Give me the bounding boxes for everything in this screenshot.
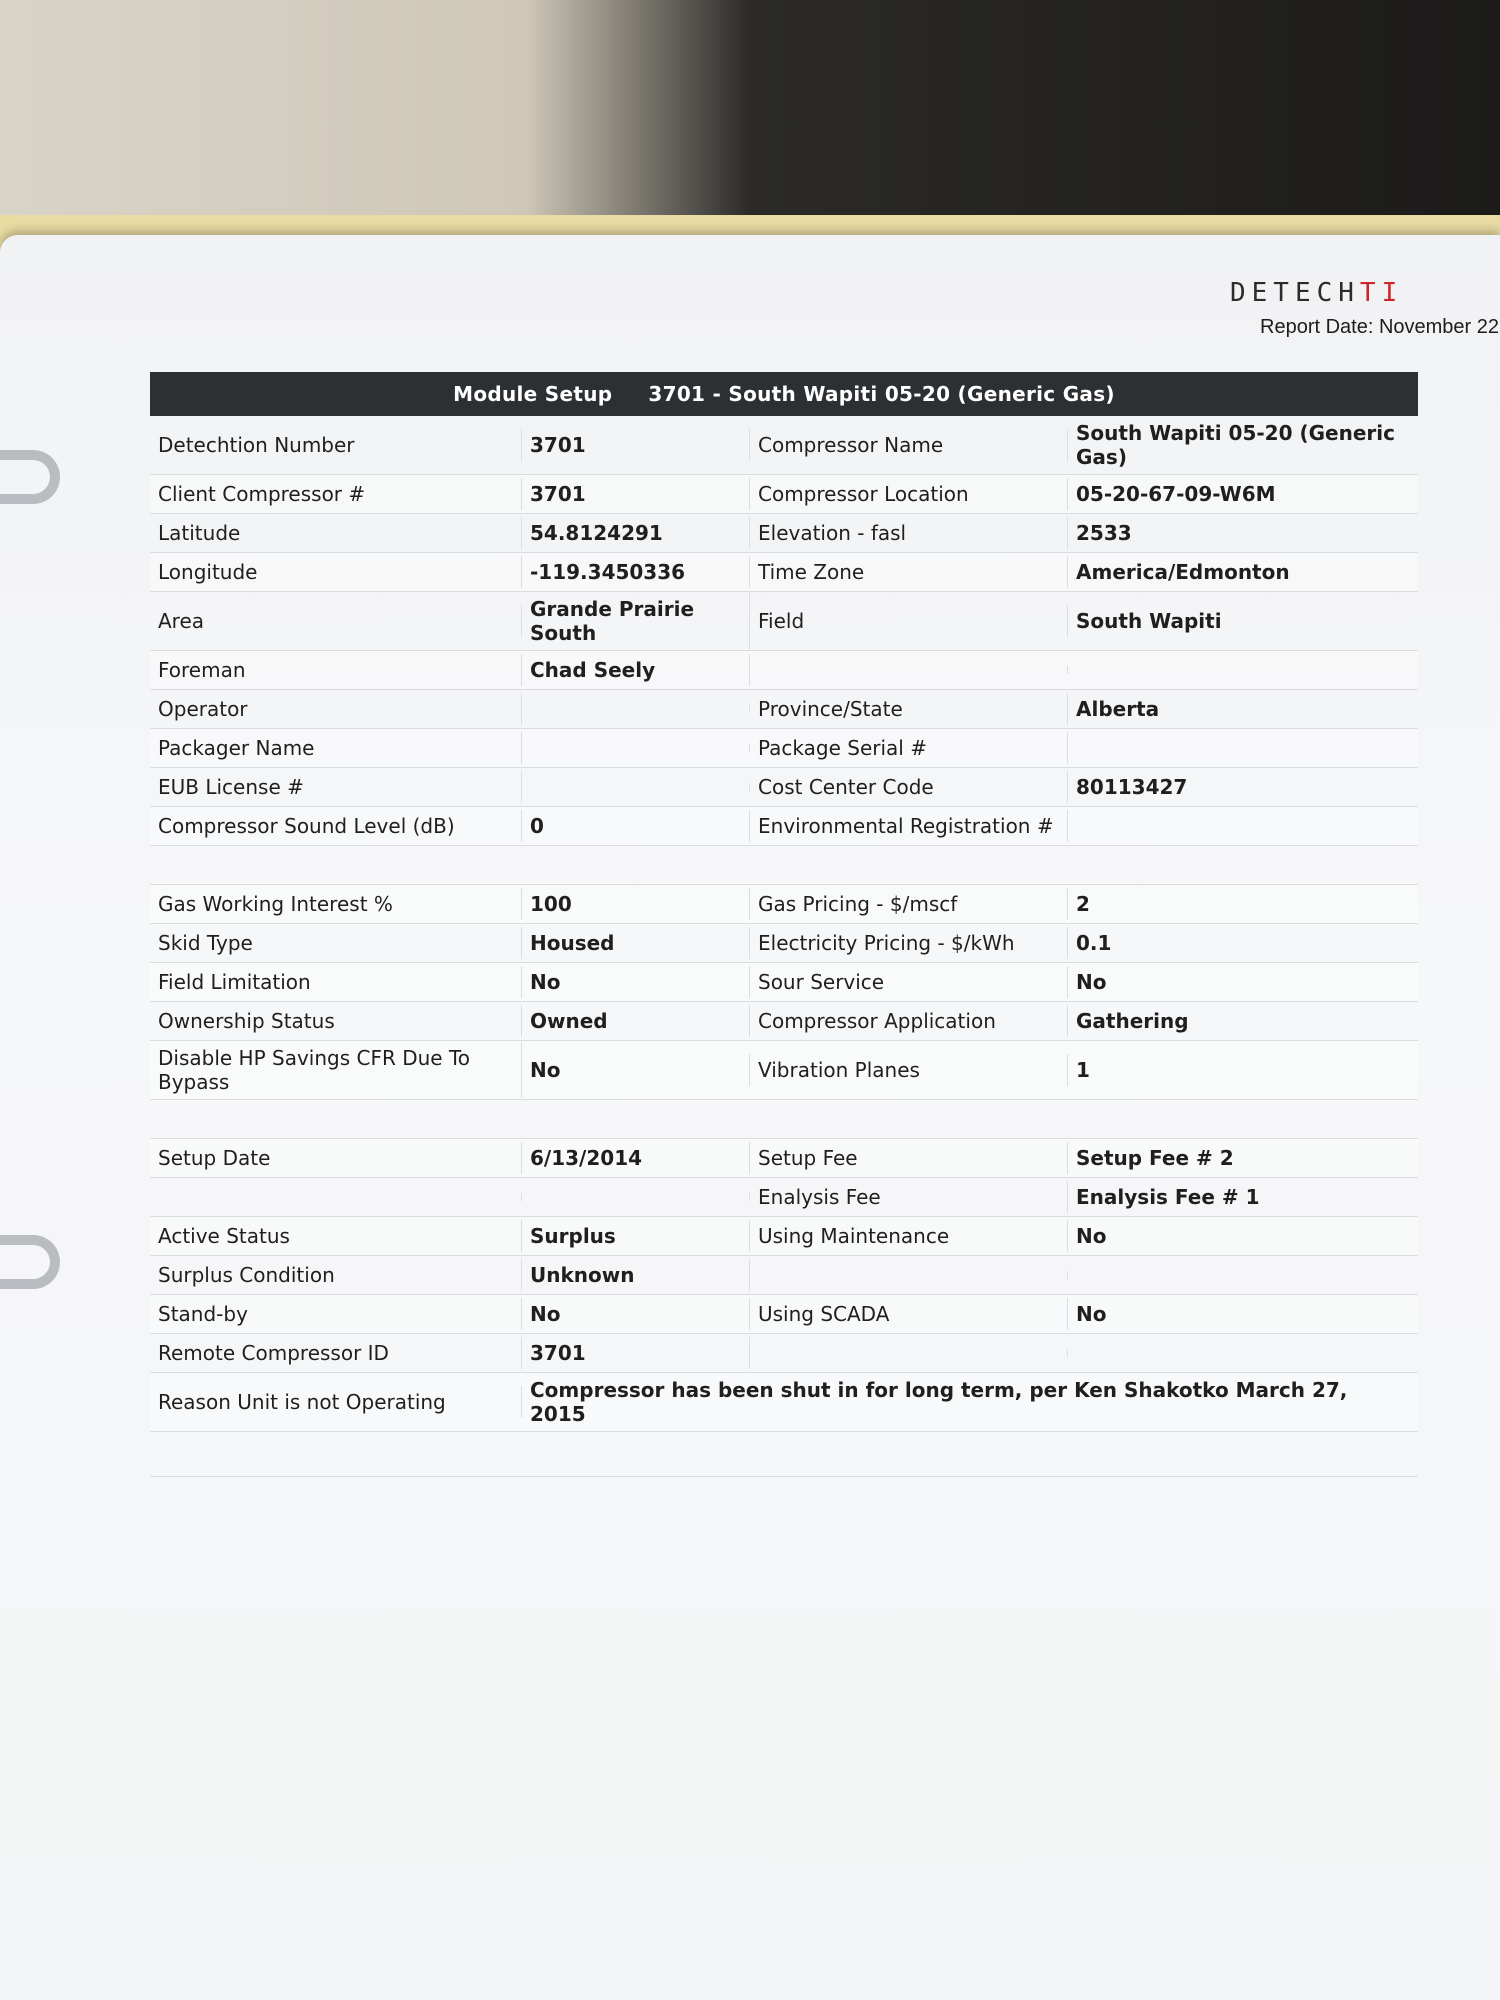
- field-label: Foreman: [150, 654, 522, 686]
- field-label: [750, 1349, 1068, 1357]
- field-label: [750, 1271, 1068, 1279]
- field-value: [1068, 1349, 1418, 1357]
- field-label: EUB License #: [150, 771, 522, 803]
- field-value: 05-20-67-09-W6M: [1076, 482, 1276, 506]
- field-label: Time Zone: [750, 556, 1068, 588]
- table-row: [150, 416, 1418, 475]
- field-label: Elevation - fasl: [750, 517, 1068, 549]
- field-value: No: [1076, 1302, 1107, 1326]
- field-value: -119.3450336: [522, 556, 750, 588]
- module-setup-table: [150, 372, 1418, 1477]
- field-value: Surplus: [522, 1220, 750, 1252]
- field-value: Grande Prairie South: [522, 593, 750, 649]
- field-label: Disable HP Savings CFR Due To Bypass: [150, 1042, 522, 1098]
- field-label: Cost Center Code: [750, 771, 1068, 803]
- field-label: Remote Compressor ID: [150, 1337, 522, 1369]
- field-label: Gas Pricing - $/mscf: [750, 888, 1068, 920]
- field-value: 100: [522, 888, 750, 920]
- field-label: Setup Fee: [750, 1142, 1068, 1174]
- background-scene: [0, 0, 1500, 260]
- table-row: [150, 1178, 1418, 1217]
- title-section: Module Setup: [453, 382, 613, 406]
- field-value: [522, 705, 750, 713]
- field-value: South Wapiti 05-20 (Generic Gas): [1076, 421, 1395, 469]
- field-label: Compressor Sound Level (dB): [150, 810, 522, 842]
- field-label: Area: [150, 605, 522, 637]
- field-label: Field: [750, 605, 1068, 637]
- table-row: [150, 592, 1418, 651]
- field-label: Compressor Location: [750, 478, 1068, 510]
- table-row: [150, 924, 1418, 963]
- field-value: 3701: [522, 1337, 750, 1369]
- field-label: Compressor Name: [750, 429, 1068, 461]
- binder-ring-icon: [0, 1235, 60, 1289]
- field-label: Ownership Status: [150, 1005, 522, 1037]
- table-title: [150, 372, 1418, 416]
- field-label: Reason Unit is not Operating: [150, 1386, 522, 1418]
- field-value: 0.1: [1076, 931, 1112, 955]
- field-label: Package Serial #: [750, 732, 1068, 764]
- field-label: [150, 1193, 522, 1201]
- table-row: [150, 1139, 1418, 1178]
- field-label: Province/State: [750, 693, 1068, 725]
- field-label: Compressor Application: [750, 1005, 1068, 1037]
- table-row: [150, 885, 1418, 924]
- table-row: [150, 963, 1418, 1002]
- field-value: America/Edmonton: [1076, 560, 1290, 584]
- table-row: [150, 1295, 1418, 1334]
- section-divider: [150, 846, 1418, 885]
- section-divider: [150, 1100, 1418, 1139]
- field-value: No: [1076, 1224, 1107, 1248]
- company-logo: DETECHTI: [1230, 278, 1404, 308]
- field-value: Alberta: [1076, 697, 1160, 721]
- table-row: [150, 1002, 1418, 1041]
- field-label: Environmental Registration #: [750, 810, 1068, 842]
- field-label: Field Limitation: [150, 966, 522, 998]
- field-label: Latitude: [150, 517, 522, 549]
- field-value: 2: [1076, 892, 1090, 916]
- field-label: Active Status: [150, 1220, 522, 1252]
- field-value: 2533: [1076, 521, 1132, 545]
- field-label: Using SCADA: [750, 1298, 1068, 1330]
- field-value: No: [1076, 970, 1107, 994]
- field-label: Setup Date: [150, 1142, 522, 1174]
- field-label: Client Compressor #: [150, 478, 522, 510]
- field-value: [1068, 1271, 1418, 1279]
- field-label: Gas Working Interest %: [150, 888, 522, 920]
- field-value: [522, 744, 750, 752]
- table-row: [150, 729, 1418, 768]
- report-date: Report Date: November 22: [1260, 316, 1500, 338]
- field-value: 6/13/2014: [522, 1142, 750, 1174]
- field-value: [1068, 822, 1418, 830]
- table-row: [150, 651, 1418, 690]
- field-label: Operator: [150, 693, 522, 725]
- field-label: Electricity Pricing - $/kWh: [750, 927, 1068, 959]
- table-row: [150, 690, 1418, 729]
- field-value: [522, 1193, 750, 1201]
- field-value: No: [522, 1054, 750, 1086]
- table-row: [150, 475, 1418, 514]
- field-value: No: [522, 966, 750, 998]
- field-value: Enalysis Fee # 1: [1076, 1185, 1260, 1209]
- field-value: [1068, 744, 1418, 752]
- table-row: [150, 1217, 1418, 1256]
- field-value: [522, 783, 750, 791]
- table-row: [150, 807, 1418, 846]
- field-label: Vibration Planes: [750, 1054, 1068, 1086]
- field-label: [750, 666, 1068, 674]
- field-label: Detechtion Number: [150, 429, 522, 461]
- field-label: Stand-by: [150, 1298, 522, 1330]
- table-row: [150, 1256, 1418, 1295]
- field-label: Enalysis Fee: [750, 1181, 1068, 1213]
- field-value: 0: [522, 810, 750, 842]
- field-value: Chad Seely: [522, 654, 750, 686]
- table-row: [150, 514, 1418, 553]
- field-value: Owned: [522, 1005, 750, 1037]
- field-value: Gathering: [1076, 1009, 1189, 1033]
- table-row: [150, 1041, 1418, 1100]
- table-row: [150, 768, 1418, 807]
- field-label: Longitude: [150, 556, 522, 588]
- field-value: Unknown: [522, 1259, 750, 1291]
- field-label: Using Maintenance: [750, 1220, 1068, 1252]
- field-value: 3701: [522, 429, 750, 461]
- field-value: 3701: [522, 478, 750, 510]
- field-value: South Wapiti: [1076, 609, 1222, 633]
- field-label: Skid Type: [150, 927, 522, 959]
- field-value: [1068, 666, 1418, 674]
- field-label: Packager Name: [150, 732, 522, 764]
- field-value: No: [522, 1298, 750, 1330]
- table-row: [150, 553, 1418, 592]
- field-label: Sour Service: [750, 966, 1068, 998]
- field-label: Surplus Condition: [150, 1259, 522, 1291]
- field-value: Compressor has been shut in for long term, per Ken Shakotko March 27, 2015: [530, 1378, 1348, 1426]
- table-footer: [150, 1432, 1418, 1477]
- field-value: 54.8124291: [522, 517, 750, 549]
- field-value: 80113427: [1076, 775, 1188, 799]
- field-value: Setup Fee # 2: [1076, 1146, 1234, 1170]
- title-unit: 3701 - South Wapiti 05-20 (Generic Gas): [648, 382, 1115, 406]
- binder-ring-icon: [0, 450, 60, 504]
- field-value: 1: [1076, 1058, 1090, 1082]
- table-row: [150, 1373, 1418, 1432]
- field-value: Housed: [522, 927, 750, 959]
- table-row: [150, 1334, 1418, 1373]
